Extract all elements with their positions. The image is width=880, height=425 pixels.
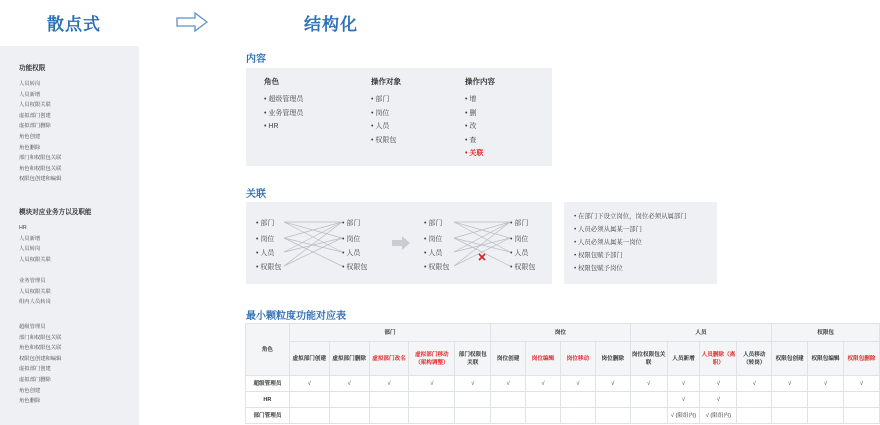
- table-cell: [369, 392, 409, 408]
- table-cell: √: [737, 376, 772, 392]
- column-header: 人员删除（离职）: [700, 342, 737, 376]
- table-row: [246, 408, 880, 424]
- list-item: • 增: [465, 93, 495, 107]
- role-cell: 部门管理员: [246, 408, 290, 424]
- role-header: 角色: [246, 324, 290, 376]
- list-item: • HR: [264, 120, 303, 134]
- list-item: • 人员: [371, 120, 401, 134]
- table-cell: √: [667, 392, 700, 408]
- list-item: • 超级管理员: [264, 93, 303, 107]
- table-cell: [526, 408, 561, 424]
- table-cell: [737, 408, 772, 424]
- column-header: 虚拟部门移动（架构调整）: [409, 342, 455, 376]
- table-cell: [630, 408, 667, 424]
- table-cell: [369, 408, 409, 424]
- list-item: • 改: [465, 120, 495, 134]
- group-header: 权限包: [772, 324, 880, 342]
- table-cell: [808, 408, 844, 424]
- group-title: 功能权限: [19, 65, 46, 72]
- column-header: 权限包删除: [843, 342, 879, 376]
- column-header: 角色: [264, 77, 279, 86]
- table-cell: √ (限组内): [700, 408, 737, 424]
- list-item: 人员转岗: [19, 81, 41, 87]
- content-card: [246, 68, 552, 166]
- table-row: [246, 376, 880, 392]
- table-cell: √: [491, 376, 526, 392]
- table-cell: [329, 408, 369, 424]
- table-cell: √: [455, 376, 491, 392]
- table-cell: [630, 392, 667, 408]
- table-cell: [843, 392, 879, 408]
- relation-left-item: • 权限包: [424, 261, 449, 275]
- table-cell: √: [630, 376, 667, 392]
- list-item: 人员转岗: [19, 246, 41, 253]
- table-cell: √: [808, 376, 844, 392]
- table-cell: [595, 408, 630, 424]
- table-cell: [595, 392, 630, 408]
- column-header: 虚拟部门改名: [369, 342, 409, 376]
- column-header: 虚拟部门创建: [289, 342, 329, 376]
- object-column: [371, 76, 401, 147]
- list-item: 角色创建: [19, 387, 41, 394]
- table-cell: √: [526, 376, 561, 392]
- table-cell: √: [700, 376, 737, 392]
- module-group: [19, 206, 92, 265]
- table-cell: √ (限组内): [667, 408, 700, 424]
- list-item: 角色删除: [19, 398, 41, 405]
- list-item: 人员权限关联: [19, 288, 51, 295]
- table-cell: [455, 392, 491, 408]
- list-item: 权限包创建和编辑: [19, 355, 62, 362]
- list-item: 部门和权限包关联: [19, 155, 62, 162]
- close-icon: [479, 254, 485, 260]
- table-section-title: 最小颗粒度功能对应表: [246, 311, 346, 322]
- table-cell: [526, 392, 561, 408]
- relation-right-item: • 岗位: [510, 233, 528, 247]
- group-header: 部门: [289, 324, 490, 342]
- list-item: 虚拟部门创建: [19, 112, 51, 119]
- table-cell: [772, 408, 808, 424]
- scattered-panel: [0, 46, 139, 425]
- list-item: 人员权限关联: [19, 102, 51, 109]
- relation-right-item: • 岗位: [342, 233, 360, 247]
- note-item: • 权限包赋予部门: [574, 249, 707, 262]
- table-cell: [560, 392, 595, 408]
- table-cell: [491, 408, 526, 424]
- relation-section-title: 关联: [246, 189, 266, 200]
- relation-lines: [246, 202, 552, 284]
- role-cell: 超级管理员: [246, 376, 290, 392]
- group-header: 人员: [630, 324, 772, 342]
- column-header: 操作内容: [465, 77, 495, 86]
- list-item: • 岗位: [371, 107, 401, 121]
- permission-group: [19, 62, 61, 185]
- table-cell: [455, 408, 491, 424]
- relation-right-item: • 部门: [342, 217, 360, 231]
- column-header: 岗位创建: [491, 342, 526, 376]
- table-cell: [737, 392, 772, 408]
- arrow-right-icon: [176, 12, 208, 32]
- table-cell: √: [409, 376, 455, 392]
- arrow-right-icon: [392, 236, 410, 250]
- column-header: 岗位权限包关联: [630, 342, 667, 376]
- list-item: 角色和权限包关联: [19, 165, 62, 172]
- relation-left-item: • 人员: [256, 247, 274, 261]
- table-cell: [843, 408, 879, 424]
- relation-card: [246, 202, 552, 284]
- structured-title: 结构化: [304, 15, 358, 34]
- table-cell: √: [560, 376, 595, 392]
- list-item: 虚拟部门删除: [19, 376, 51, 383]
- content-section-title: 内容: [246, 54, 266, 65]
- column-header: 权限包编辑: [808, 342, 844, 376]
- list-item: 组内人员转岗: [19, 299, 51, 306]
- table-cell: [329, 392, 369, 408]
- list-item: 超级管理员: [19, 324, 46, 330]
- relation-left-item: • 岗位: [424, 233, 442, 247]
- list-item: 人员权限关联: [19, 256, 51, 263]
- table-cell: [808, 392, 844, 408]
- column-header: 权限包创建: [772, 342, 808, 376]
- relation-left-item: • 部门: [256, 217, 274, 231]
- column-header: 部门权限包关联: [455, 342, 491, 376]
- column-header: 岗位移动: [560, 342, 595, 376]
- relation-left-item: • 岗位: [256, 233, 274, 247]
- table-cell: √: [772, 376, 808, 392]
- column-header: 人员新增: [667, 342, 700, 376]
- list-item: 虚拟部门删除: [19, 123, 51, 130]
- note-item: • 人员必须从属某一部门: [574, 223, 707, 236]
- table-cell: √: [843, 376, 879, 392]
- table-cell: √: [369, 376, 409, 392]
- operation-column: [465, 76, 495, 161]
- role-column: [264, 76, 303, 134]
- relation-right-item: • 部门: [510, 217, 528, 231]
- table-cell: [772, 392, 808, 408]
- list-item: HR: [19, 225, 27, 231]
- list-item: 权限包创建和编辑: [19, 176, 62, 183]
- list-item: • 删: [465, 107, 495, 121]
- column-header: 操作对象: [371, 77, 401, 86]
- relation-left-item: • 部门: [424, 217, 442, 231]
- function-mapping-table: [245, 323, 880, 424]
- list-item-highlight: • 关联: [465, 147, 495, 161]
- table-cell: [409, 408, 455, 424]
- list-item: 人员新增: [19, 235, 41, 242]
- list-item: 角色和权限包关联: [19, 345, 62, 352]
- table-cell: [409, 392, 455, 408]
- relation-right-item: • 权限包: [342, 261, 367, 275]
- table-cell: [289, 408, 329, 424]
- table-cell: √: [329, 376, 369, 392]
- group-header: 岗位: [491, 324, 631, 342]
- relation-right-item: • 人员: [342, 247, 360, 261]
- list-item: • 权限包: [371, 134, 401, 148]
- column-header: 岗位编辑: [526, 342, 561, 376]
- table-cell: [560, 408, 595, 424]
- table-cell: √: [667, 376, 700, 392]
- table-cell: √: [595, 376, 630, 392]
- note-item: • 人员必须从属某一岗位: [574, 236, 707, 249]
- column-header: 岗位删除: [595, 342, 630, 376]
- list-item: 业务管理员: [19, 278, 46, 284]
- note-item: • 权限包赋予岗位: [574, 262, 707, 275]
- relation-left-item: • 权限包: [256, 261, 281, 275]
- list-item: 角色创建: [19, 133, 41, 140]
- group-title: 模块对应业务方以及职能: [19, 209, 92, 216]
- list-item: • 业务管理员: [264, 107, 303, 121]
- column-header: 虚拟部门删除: [329, 342, 369, 376]
- table-cell: [289, 392, 329, 408]
- table-cell: √: [289, 376, 329, 392]
- list-item: 部门和权限包关联: [19, 334, 62, 341]
- table-cell: [491, 392, 526, 408]
- list-item: • 部门: [371, 93, 401, 107]
- relation-right-item: • 权限包: [510, 261, 535, 275]
- role-cell: HR: [246, 392, 290, 408]
- column-header: 人员移动（转岗）: [737, 342, 772, 376]
- scatter-title: 散点式: [47, 15, 101, 34]
- table-cell: √: [700, 392, 737, 408]
- list-item: 人员新增: [19, 91, 41, 98]
- relation-right-item: • 人员: [510, 247, 528, 261]
- relation-left-item: • 人员: [424, 247, 442, 261]
- table-row: [246, 392, 880, 408]
- note-item: • 在部门下设立岗位，岗位必须从属部门: [574, 210, 707, 223]
- list-item: 虚拟部门创建: [19, 366, 51, 373]
- business-admin-group: [19, 276, 51, 308]
- list-item: • 查: [465, 134, 495, 148]
- list-item: 角色删除: [19, 144, 41, 151]
- relation-notes-card: [564, 202, 717, 284]
- super-admin-group: [19, 322, 61, 407]
